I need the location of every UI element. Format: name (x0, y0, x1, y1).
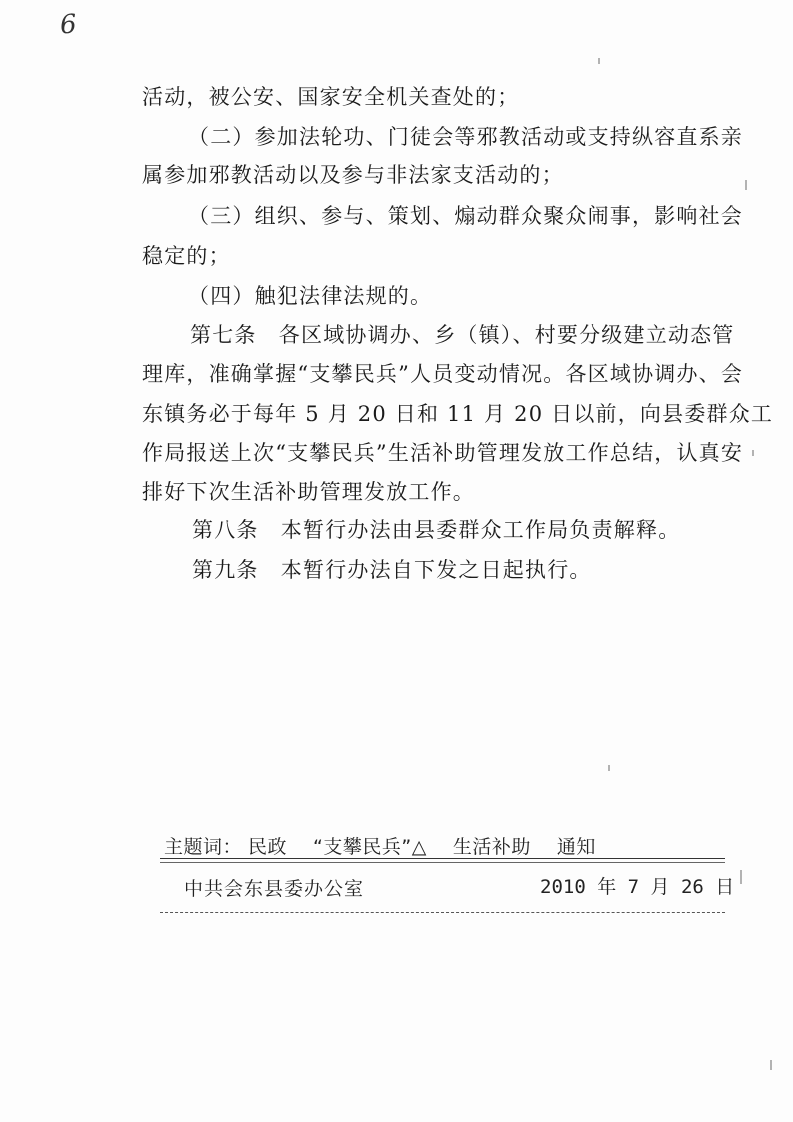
keyword: 民政 (248, 836, 288, 858)
body-line: 第八条 本暂行办法由县委群众工作局负责解释。 (192, 518, 681, 542)
scan-speck (745, 180, 747, 190)
issue-date: 2010 年 7 月 26 日 (540, 876, 735, 898)
body-line: （二）参加法轮功、门徒会等邪教活动或支持纵容直系亲 (188, 125, 743, 149)
body-line: 属参加邪教活动以及参与非法家支活动的； (142, 163, 564, 187)
issuing-office: 中共会东县委办公室 (184, 878, 365, 900)
body-line: 活动，被公安、国家安全机关查处的； (142, 85, 520, 109)
scan-speck (608, 765, 610, 771)
footer-rule-bottom (160, 912, 725, 913)
scan-speck (740, 870, 742, 884)
body-line: （三）组织、参与、策划、煽动群众聚众闹事，影响社会 (188, 204, 743, 228)
body-line: 排好下次生活补助管理发放工作。 (142, 480, 475, 504)
body-line: 理库，准确掌握“支攀民兵”人员变动情况。各区域协调办、会 (142, 362, 744, 386)
keyword: 通知 (556, 836, 596, 858)
keywords-label: 主题词： (164, 836, 243, 858)
body-line: 第九条 本暂行办法自下发之日起执行。 (192, 558, 592, 582)
scan-speck (598, 58, 600, 64)
keyword: “支攀民兵”△ (313, 836, 427, 858)
keyword: 生活补助 (452, 836, 531, 858)
body-line: （四）触犯法律法规的。 (188, 284, 433, 308)
body-line: 第七条 各区域协调办、乡（镇）、村要分级建立动态管 (190, 323, 735, 347)
page-number: 6 (58, 9, 78, 41)
body-line: 作局报送上次“支攀民兵”生活补助管理发放工作总结，认真安 (142, 441, 744, 465)
scan-speck (752, 450, 754, 456)
body-line: 东镇务必于每年 5 月 20 日和 11 月 20 日以前，向县委群众工 (142, 402, 774, 426)
body-line: 稳定的； (142, 244, 231, 268)
footer-rule-top-thin (160, 862, 725, 863)
scan-speck (770, 1060, 772, 1070)
footer-rule-top (160, 858, 725, 859)
keywords-line (164, 832, 622, 859)
